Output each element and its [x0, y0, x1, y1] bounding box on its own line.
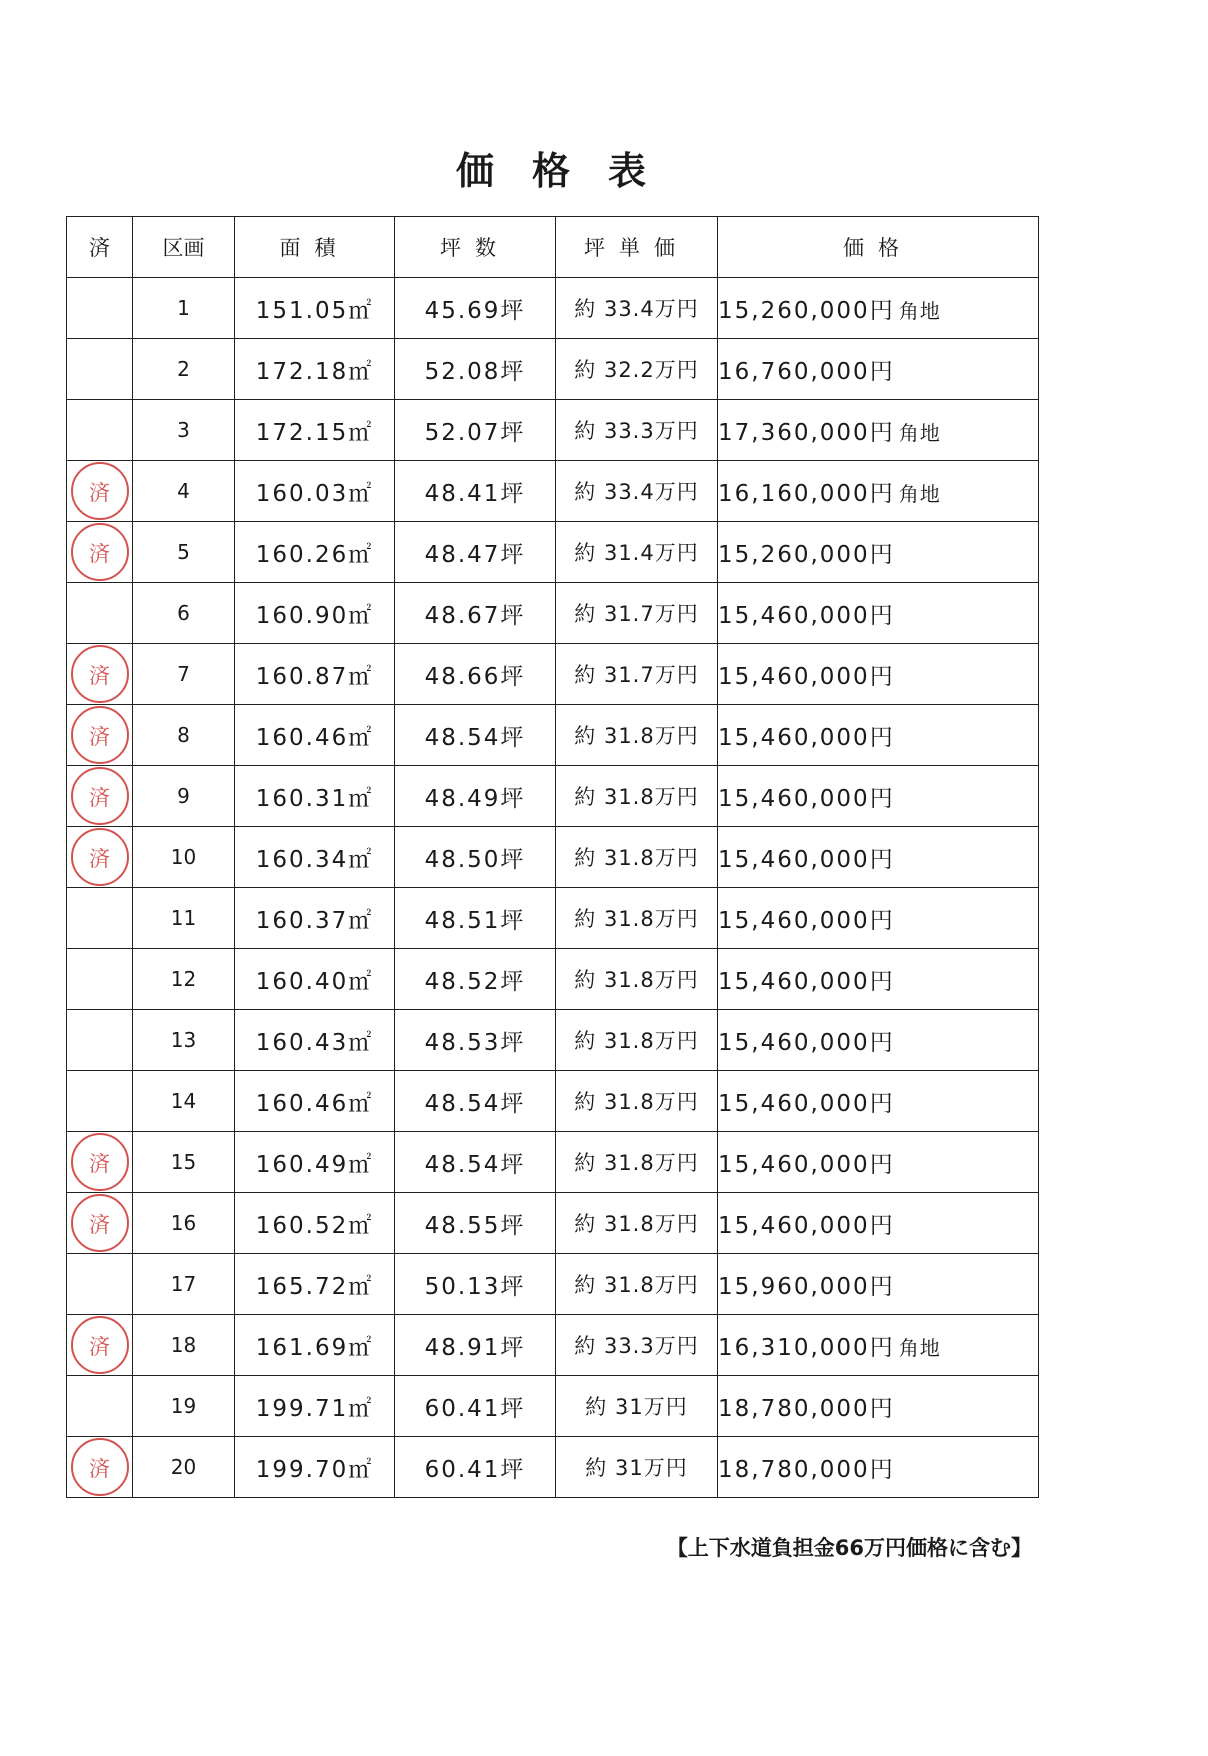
unit-price-cell: 約 31.8万円 — [556, 766, 718, 827]
sold-cell — [67, 1071, 133, 1132]
unit-price-cell: 約 33.3万円 — [556, 1315, 718, 1376]
lot-cell: 4 — [133, 461, 235, 522]
price-cell — [718, 1376, 1039, 1437]
unit-price-cell: 約 31.8万円 — [556, 1254, 718, 1315]
sold-stamp: 済 — [71, 767, 129, 825]
unit-price-cell: 約 31.8万円 — [556, 1071, 718, 1132]
sold-stamp: 済 — [71, 1438, 129, 1496]
unit-price-cell: 約 31万円 — [556, 1437, 718, 1498]
table-row — [67, 1193, 1039, 1254]
area-cell: 160.31㎡ — [235, 766, 395, 827]
price-value: 18,780,000円 — [718, 1395, 895, 1422]
unit-price-cell: 約 31.8万円 — [556, 705, 718, 766]
lot-cell: 17 — [133, 1254, 235, 1315]
lot-cell: 18 — [133, 1315, 235, 1376]
unit-price-cell: 約 31.8万円 — [556, 1132, 718, 1193]
price-value: 15,460,000円 — [718, 724, 895, 751]
lot-cell: 10 — [133, 827, 235, 888]
price-cell — [718, 949, 1039, 1010]
price-value: 16,310,000円 — [718, 1334, 895, 1361]
sold-stamp: 済 — [71, 706, 129, 764]
sold-stamp: 済 — [71, 828, 129, 886]
area-cell: 160.46㎡ — [235, 1071, 395, 1132]
tsubo-cell: 48.67坪 — [395, 583, 556, 644]
table-row — [67, 827, 1039, 888]
sold-cell — [67, 461, 133, 522]
unit-price-cell: 約 31.7万円 — [556, 583, 718, 644]
unit-price-cell: 約 33.4万円 — [556, 278, 718, 339]
price-cell — [718, 1132, 1039, 1193]
area-cell: 161.69㎡ — [235, 1315, 395, 1376]
lot-cell: 3 — [133, 400, 235, 461]
area-cell: 160.03㎡ — [235, 461, 395, 522]
table-row — [67, 339, 1039, 400]
tsubo-cell: 50.13坪 — [395, 1254, 556, 1315]
price-cell — [718, 827, 1039, 888]
lot-cell: 16 — [133, 1193, 235, 1254]
tsubo-cell: 45.69坪 — [395, 278, 556, 339]
price-value: 15,460,000円 — [718, 663, 895, 690]
lot-cell: 12 — [133, 949, 235, 1010]
area-cell: 172.15㎡ — [235, 400, 395, 461]
page-title: 価格表 — [455, 148, 684, 193]
price-value: 15,260,000円 — [718, 297, 895, 324]
price-cell — [718, 461, 1039, 522]
table-row — [67, 1315, 1039, 1376]
tsubo-cell: 48.54坪 — [395, 705, 556, 766]
table-body — [67, 278, 1039, 1498]
price-value: 15,460,000円 — [718, 785, 895, 812]
sold-cell — [67, 583, 133, 644]
area-cell: 160.43㎡ — [235, 1010, 395, 1071]
sold-cell — [67, 888, 133, 949]
price-value: 15,260,000円 — [718, 541, 895, 568]
price-value: 15,460,000円 — [718, 1212, 895, 1239]
area-cell: 160.90㎡ — [235, 583, 395, 644]
table-row — [67, 1437, 1039, 1498]
sold-cell — [67, 400, 133, 461]
sold-stamp: 済 — [71, 645, 129, 703]
unit-price-cell: 約 31.8万円 — [556, 1010, 718, 1071]
unit-price-cell: 約 31.7万円 — [556, 644, 718, 705]
price-value: 16,160,000円 — [718, 480, 895, 507]
area-cell: 160.26㎡ — [235, 522, 395, 583]
header-lot: 区画 — [133, 217, 235, 278]
price-cell — [718, 644, 1039, 705]
table-row — [67, 644, 1039, 705]
table-row — [67, 705, 1039, 766]
sold-cell — [67, 827, 133, 888]
sold-cell — [67, 949, 133, 1010]
header-price: 価格 — [718, 217, 1039, 278]
tsubo-cell: 48.49坪 — [395, 766, 556, 827]
price-cell — [718, 1010, 1039, 1071]
table-row — [67, 949, 1039, 1010]
lot-cell: 2 — [133, 339, 235, 400]
lot-cell: 14 — [133, 1071, 235, 1132]
tsubo-cell: 48.51坪 — [395, 888, 556, 949]
sold-cell — [67, 1437, 133, 1498]
price-cell — [718, 583, 1039, 644]
price-value: 15,460,000円 — [718, 846, 895, 873]
table-row — [67, 461, 1039, 522]
sold-cell — [67, 278, 133, 339]
table-row — [67, 1254, 1039, 1315]
unit-price-cell: 約 31.8万円 — [556, 827, 718, 888]
price-value: 15,460,000円 — [718, 968, 895, 995]
unit-price-cell: 約 32.2万円 — [556, 339, 718, 400]
price-cell — [718, 522, 1039, 583]
tsubo-cell: 48.41坪 — [395, 461, 556, 522]
price-table — [66, 216, 1039, 1498]
footnote: 【上下水道負担金66万円価格に含む】 — [666, 1536, 1032, 1560]
tsubo-cell: 48.52坪 — [395, 949, 556, 1010]
lot-cell: 5 — [133, 522, 235, 583]
price-cell — [718, 1193, 1039, 1254]
price-value: 18,780,000円 — [718, 1456, 895, 1483]
sold-cell — [67, 1315, 133, 1376]
table-row — [67, 1071, 1039, 1132]
sold-stamp: 済 — [71, 1133, 129, 1191]
area-cell: 199.71㎡ — [235, 1376, 395, 1437]
tsubo-cell: 48.54坪 — [395, 1071, 556, 1132]
sold-cell — [67, 1376, 133, 1437]
price-value: 15,460,000円 — [718, 1090, 895, 1117]
table-row — [67, 522, 1039, 583]
sold-cell — [67, 339, 133, 400]
table-row — [67, 766, 1039, 827]
corner-lot-note: 角地 — [898, 1335, 941, 1360]
tsubo-cell: 60.41坪 — [395, 1437, 556, 1498]
unit-price-cell: 約 33.3万円 — [556, 400, 718, 461]
table-row — [67, 1010, 1039, 1071]
price-cell — [718, 278, 1039, 339]
price-value: 15,460,000円 — [718, 1151, 895, 1178]
price-value: 15,460,000円 — [718, 1029, 895, 1056]
area-cell: 160.37㎡ — [235, 888, 395, 949]
price-value: 15,460,000円 — [718, 602, 895, 629]
lot-cell: 11 — [133, 888, 235, 949]
area-cell: 151.05㎡ — [235, 278, 395, 339]
price-cell — [718, 705, 1039, 766]
tsubo-cell: 48.66坪 — [395, 644, 556, 705]
lot-cell: 6 — [133, 583, 235, 644]
corner-lot-note: 角地 — [898, 481, 941, 506]
header-tsubo: 坪数 — [395, 217, 556, 278]
sold-cell — [67, 1193, 133, 1254]
price-value: 16,760,000円 — [718, 358, 895, 385]
unit-price-cell: 約 31.8万円 — [556, 1193, 718, 1254]
tsubo-cell: 52.08坪 — [395, 339, 556, 400]
table-row — [67, 278, 1039, 339]
price-cell — [718, 888, 1039, 949]
tsubo-cell: 48.50坪 — [395, 827, 556, 888]
tsubo-cell: 48.53坪 — [395, 1010, 556, 1071]
sold-cell — [67, 522, 133, 583]
header-row — [67, 217, 1039, 278]
price-cell — [718, 1071, 1039, 1132]
sold-stamp: 済 — [71, 1316, 129, 1374]
table-row — [67, 583, 1039, 644]
area-cell: 172.18㎡ — [235, 339, 395, 400]
lot-cell: 15 — [133, 1132, 235, 1193]
price-cell — [718, 1315, 1039, 1376]
table-row — [67, 888, 1039, 949]
price-value: 15,960,000円 — [718, 1273, 895, 1300]
lot-cell: 8 — [133, 705, 235, 766]
area-cell: 165.72㎡ — [235, 1254, 395, 1315]
area-cell: 160.49㎡ — [235, 1132, 395, 1193]
area-cell: 160.52㎡ — [235, 1193, 395, 1254]
tsubo-cell: 60.41坪 — [395, 1376, 556, 1437]
unit-price-cell: 約 31.8万円 — [556, 888, 718, 949]
lot-cell: 7 — [133, 644, 235, 705]
lot-cell: 20 — [133, 1437, 235, 1498]
unit-price-cell: 約 31.4万円 — [556, 522, 718, 583]
tsubo-cell: 52.07坪 — [395, 400, 556, 461]
price-cell — [718, 400, 1039, 461]
sold-stamp: 済 — [71, 462, 129, 520]
tsubo-cell: 48.55坪 — [395, 1193, 556, 1254]
lot-cell: 9 — [133, 766, 235, 827]
lot-cell: 13 — [133, 1010, 235, 1071]
price-value: 17,360,000円 — [718, 419, 895, 446]
unit-price-cell: 約 31万円 — [556, 1376, 718, 1437]
sold-cell — [67, 1010, 133, 1071]
price-cell — [718, 1254, 1039, 1315]
sold-stamp: 済 — [71, 1194, 129, 1252]
table-row — [67, 1132, 1039, 1193]
header-unit-price: 坪単価 — [556, 217, 718, 278]
header-area: 面積 — [235, 217, 395, 278]
corner-lot-note: 角地 — [898, 420, 941, 445]
area-cell: 160.87㎡ — [235, 644, 395, 705]
sold-cell — [67, 1132, 133, 1193]
sold-cell — [67, 705, 133, 766]
tsubo-cell: 48.91坪 — [395, 1315, 556, 1376]
table-row — [67, 400, 1039, 461]
tsubo-cell: 48.54坪 — [395, 1132, 556, 1193]
price-value: 15,460,000円 — [718, 907, 895, 934]
sold-cell — [67, 644, 133, 705]
corner-lot-note: 角地 — [898, 298, 941, 323]
header-done: 済 — [67, 217, 133, 278]
sold-stamp: 済 — [71, 523, 129, 581]
area-cell: 160.46㎡ — [235, 705, 395, 766]
price-cell — [718, 1437, 1039, 1498]
sold-cell — [67, 766, 133, 827]
unit-price-cell: 約 33.4万円 — [556, 461, 718, 522]
price-cell — [718, 766, 1039, 827]
area-cell: 199.70㎡ — [235, 1437, 395, 1498]
lot-cell: 1 — [133, 278, 235, 339]
area-cell: 160.34㎡ — [235, 827, 395, 888]
table-row — [67, 1376, 1039, 1437]
sold-cell — [67, 1254, 133, 1315]
price-cell — [718, 339, 1039, 400]
lot-cell: 19 — [133, 1376, 235, 1437]
area-cell: 160.40㎡ — [235, 949, 395, 1010]
tsubo-cell: 48.47坪 — [395, 522, 556, 583]
unit-price-cell: 約 31.8万円 — [556, 949, 718, 1010]
